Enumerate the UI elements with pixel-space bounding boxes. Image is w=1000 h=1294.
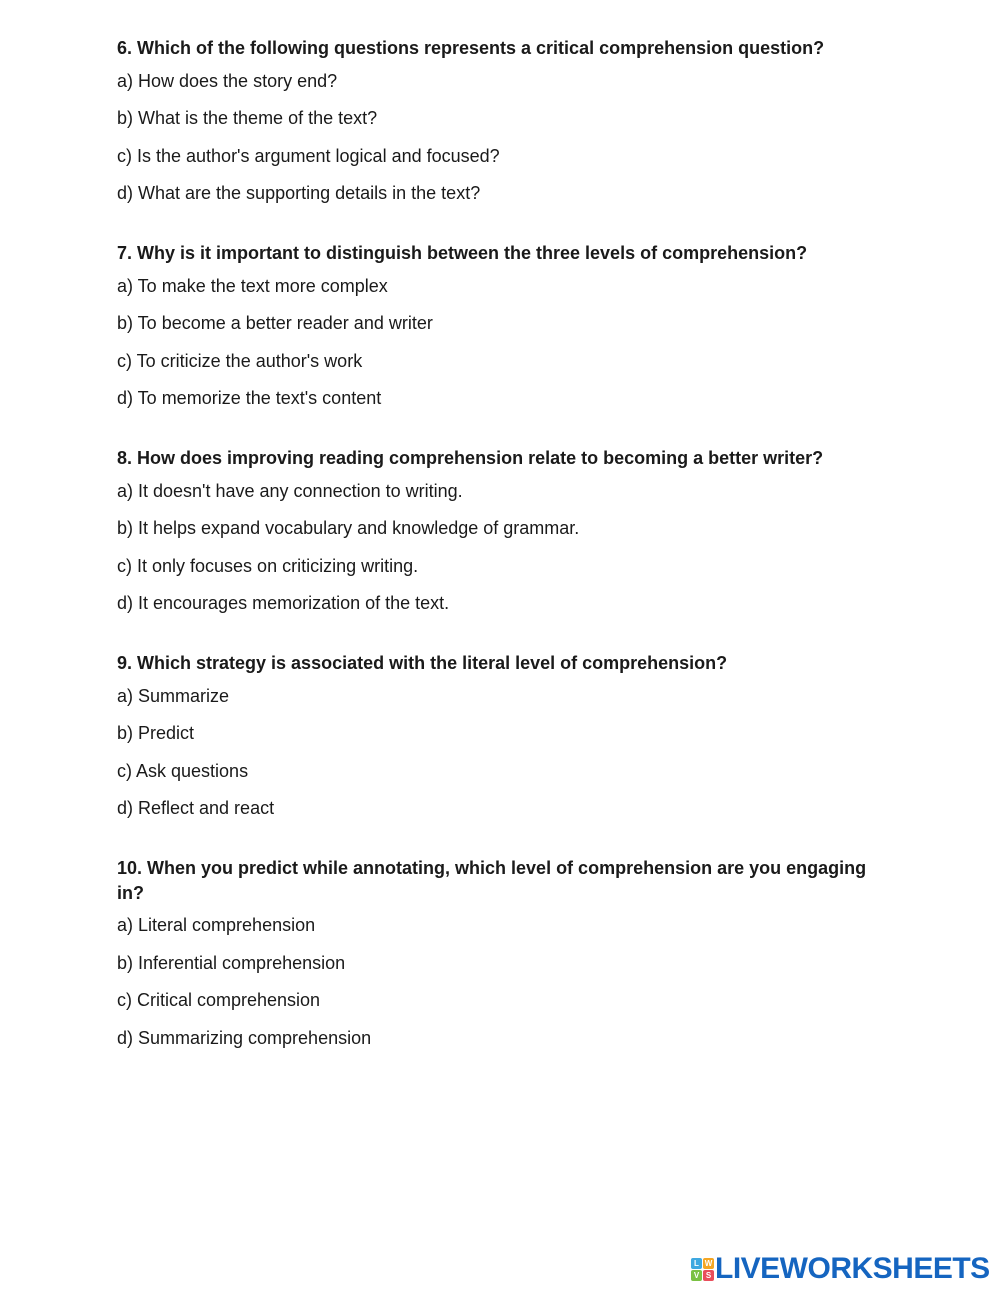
question-6 [117, 36, 887, 204]
question-text: 7. Why is it important to distinguish between the three levels of comprehension? [117, 243, 808, 263]
liveworksheets-logo [691, 1254, 990, 1284]
option-c[interactable]: c) Ask questions [117, 760, 249, 781]
option-a[interactable]: a) How does the story end? [117, 70, 338, 91]
option-c[interactable]: c) Critical comprehension [117, 990, 321, 1010]
question-10 [117, 856, 887, 1049]
option-b[interactable]: b) To become a better reader and writer [117, 313, 433, 333]
option-d[interactable]: d) What are the supporting details in the text? [117, 183, 481, 203]
option-a[interactable]: a) Summarize [117, 685, 230, 706]
logo-mark-icon [691, 1258, 713, 1280]
question-text: 9. Which strategy is associated with the literal level of comprehension? [117, 653, 728, 673]
option-b[interactable]: b) What is the theme of the text? [117, 108, 378, 128]
question-text: 8. How does improving reading comprehension relate to becoming a better writer? [117, 448, 824, 468]
logo-mark-letter: S [703, 1270, 714, 1281]
option-b[interactable]: b) Inferential comprehension [117, 952, 346, 973]
logo-mark-letter: L [691, 1258, 702, 1269]
logo-text: LIVEWORKSHEETS [715, 1252, 990, 1285]
question-7 [117, 241, 887, 409]
option-a[interactable]: a) Literal comprehension [117, 915, 316, 935]
question-text: 10. When you predict while annotating, which level of comprehension are you engaging in? [117, 858, 867, 903]
option-d[interactable]: d) To memorize the text's content [117, 388, 382, 408]
option-b[interactable]: b) It helps expand vocabulary and knowledge of grammar. [117, 518, 580, 538]
option-c[interactable]: c) It only focuses on criticizing writing. [117, 555, 419, 576]
option-d[interactable]: d) Summarizing comprehension [117, 1027, 372, 1048]
option-c[interactable]: c) To criticize the author's work [117, 350, 363, 371]
option-c[interactable]: c) Is the author's argument logical and focused? [117, 145, 500, 166]
worksheet-page [117, 36, 887, 1086]
logo-mark-letter: V [691, 1270, 702, 1281]
option-a[interactable]: a) It doesn't have any connection to writing. [117, 480, 463, 501]
logo-mark-letter: W [704, 1259, 713, 1268]
question-text: 6. Which of the following questions represents a critical comprehension question? [117, 38, 825, 58]
option-d[interactable]: d) Reflect and react [117, 798, 275, 818]
option-d[interactable]: d) It encourages memorization of the text. [117, 593, 450, 613]
question-9 [117, 651, 887, 819]
question-8 [117, 446, 887, 614]
option-b[interactable]: b) Predict [117, 723, 195, 743]
option-a[interactable]: a) To make the text more complex [117, 275, 388, 296]
